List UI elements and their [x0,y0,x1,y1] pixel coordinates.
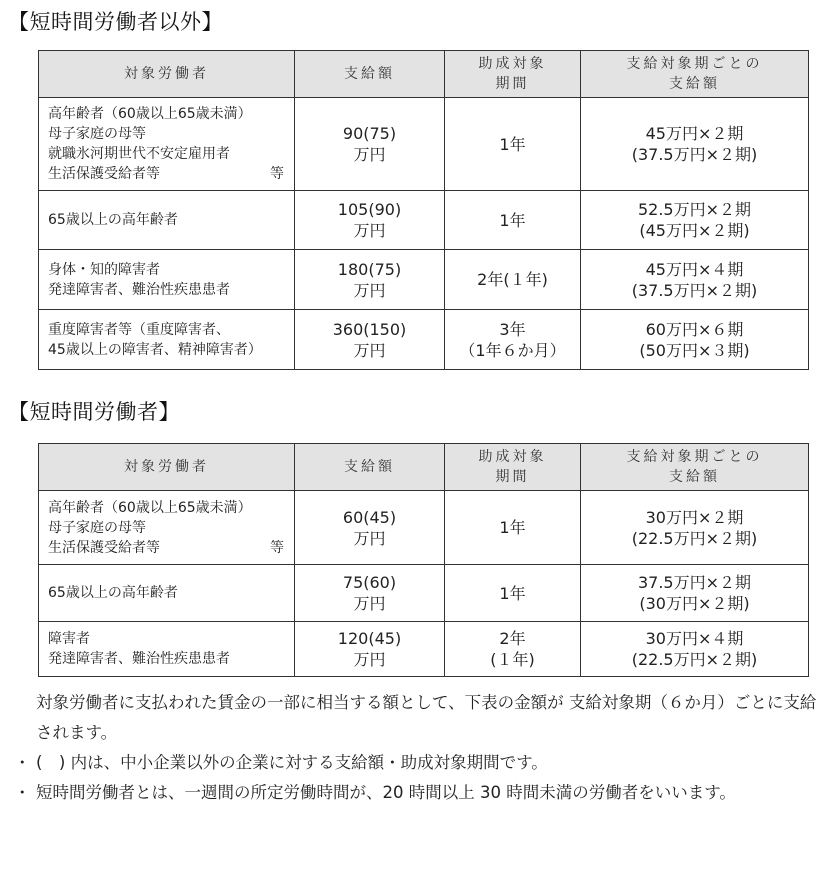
amount-cell: 75(60) 万円 [295,565,445,622]
table-row [39,250,809,310]
period-cell: 1年 [445,565,581,622]
period-cell: 1年 [445,191,581,250]
header-amount: 支給額 [295,51,445,98]
period-cell: 2年 (１年) [445,622,581,677]
header-per-period: 支給対象期ごとの 支給額 [581,444,809,491]
period-cell: 1年 [445,98,581,191]
notes [0,688,830,808]
section2-table [38,443,809,677]
period-cell: 1年 [445,491,581,565]
per-period-cell: 30万円×４期 (22.5万円×２期) [581,622,809,677]
table-row [39,491,809,565]
per-period-cell: 45万円×４期 (37.5万円×２期) [581,250,809,310]
bullet-dot: ・ [14,783,31,802]
header-target: 対象労働者 [39,444,295,491]
table-header-row [39,444,809,491]
section1-table [38,50,809,370]
amount-cell: 360(150) 万円 [295,310,445,370]
header-target: 対象労働者 [39,51,295,98]
header-per-period: 支給対象期ごとの 支給額 [581,51,809,98]
target-cell: 重度障害者等（重度障害者、 45歳以上の障害者、精神障害者） [39,310,295,370]
header-amount: 支給額 [295,444,445,491]
target-cell: 65歳以上の高年齢者 [39,565,295,622]
target-cell: 65歳以上の高年齢者 [39,191,295,250]
note-bullet: ・ 短時間労働者とは、一週間の所定労働時間が、20 時間以上 30 時間未満の労働者をいいます。 [0,778,830,808]
per-period-cell: 52.5万円×２期 (45万円×２期) [581,191,809,250]
per-period-cell: 45万円×２期 (37.5万円×２期) [581,98,809,191]
table-row [39,565,809,622]
per-period-cell: 37.5万円×２期 (30万円×２期) [581,565,809,622]
target-cell: 高年齢者（60歳以上65歳未満） 母子家庭の母等 就職氷河期世代不安定雇用者 生活保護受給者等 等 [39,98,295,191]
header-period: 助成対象 期間 [445,51,581,98]
amount-cell: 120(45) 万円 [295,622,445,677]
amount-cell: 180(75) 万円 [295,250,445,310]
table-row [39,310,809,370]
bullet-dot: ・ [14,753,31,772]
target-cell: 身体・知的障害者 発達障害者、難治性疾患患者 [39,250,295,310]
table-header-row [39,51,809,98]
target-cell: 高年齢者（60歳以上65歳未満） 母子家庭の母等 生活保護受給者等 等 [39,491,295,565]
section2-title: 【短時間労働者】 [8,400,180,424]
table-row [39,191,809,250]
period-cell: 3年 （1年６か月） [445,310,581,370]
per-period-cell: 30万円×２期 (22.5万円×２期) [581,491,809,565]
target-cell: 障害者 発達障害者、難治性疾患患者 [39,622,295,677]
amount-cell: 90(75) 万円 [295,98,445,191]
note-bullet: ・ ( ) 内は、中小企業以外の企業に対する支給額・助成対象期間です。 [0,748,830,778]
amount-cell: 105(90) 万円 [295,191,445,250]
period-cell: 2年(１年) [445,250,581,310]
notes-intro: 対象労働者に支払われた賃金の一部に相当する額として、下表の金額が 支給対象期（６か月）ごとに支給されます。 [36,693,817,742]
table-row [39,622,809,677]
section1-title: 【短時間労働者以外】 [8,10,223,34]
amount-cell: 60(45) 万円 [295,491,445,565]
per-period-cell: 60万円×６期 (50万円×３期) [581,310,809,370]
table-row [39,98,809,191]
header-period: 助成対象 期間 [445,444,581,491]
